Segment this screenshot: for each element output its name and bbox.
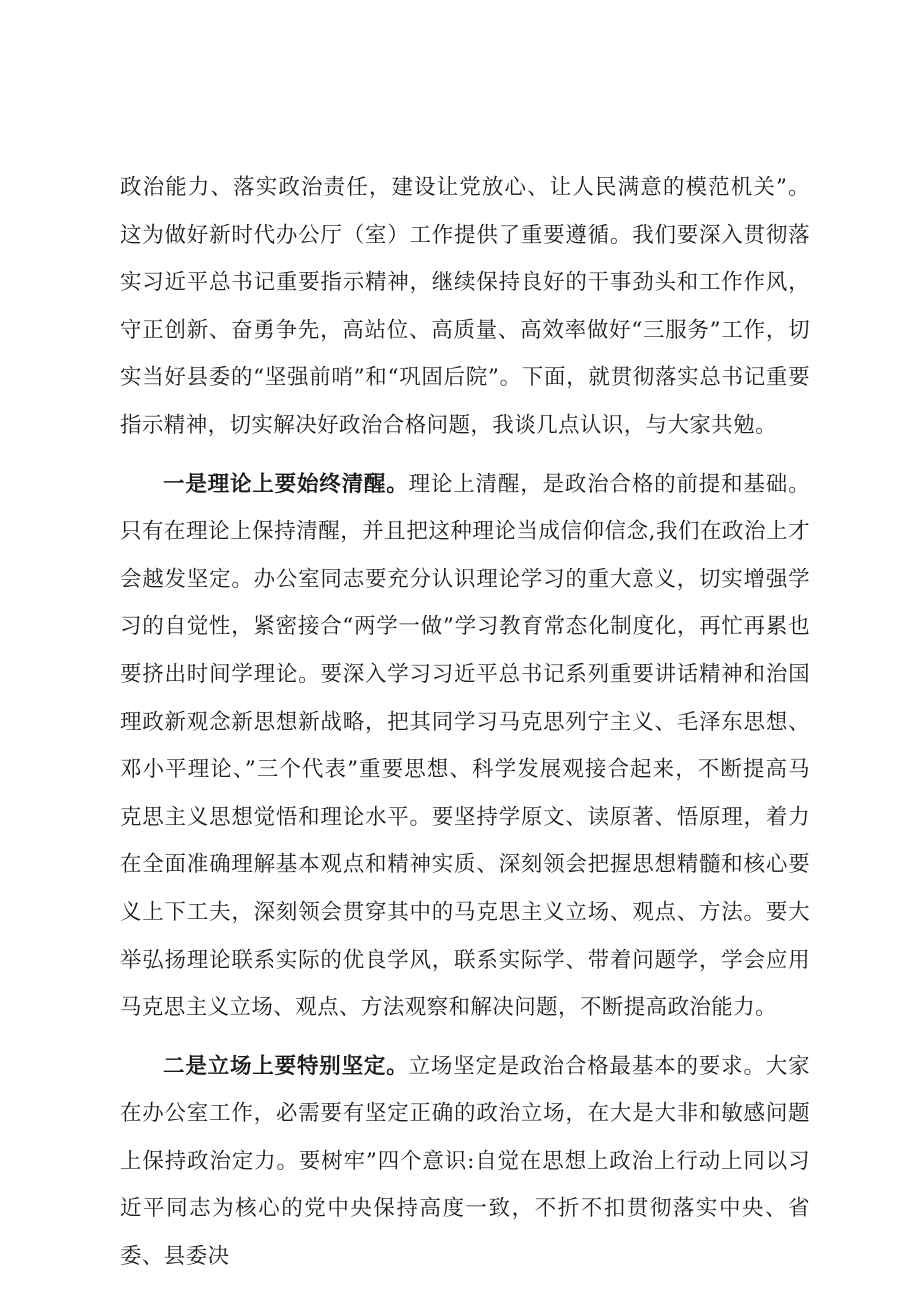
paragraph-stance xyxy=(120,1043,810,1281)
paragraph-theory xyxy=(120,461,810,1032)
paragraph-text: 立场坚定是政治合格最基本的要求。大家在办公室工作，必需要有坚定正确的政治立场，在大是大非和敏感问题上保持政治定力。要树牢”四个意识:自觉在思想上政治上行动上同以习近平同志为核心的党中央保持高度一致，不折不扣贯彻落实中央、省委、县委决 xyxy=(120,1053,810,1270)
document-body xyxy=(120,164,810,1281)
paragraph-intro xyxy=(120,164,810,450)
paragraph-lead: 二是立场上要特别坚定。 xyxy=(163,1053,409,1079)
paragraph-text: 政治能力、落实政治责任，建设让党放心、让人民满意的模范机关”。这为做好新时代办公厅（室）工作提供了重要遵循。我们要深入贯彻落实习近平总书记重要指示精神，继续保持良好的干事劲头和工作作风，守正创新、奋勇争先，高站位、高质量、高效率做好“三服务”工作，切实当好县委的“坚强前哨”和“巩固后院”。下面，就贯彻落实总书记重要指示精神，切实解决好政治合格问题，我谈几点认识，与大家共勉。 xyxy=(120,175,810,438)
paragraph-text: 理论上清醒，是政治合格的前提和基础。只有在理论上保持清醒，并且把这种理论当成信仰信念,我们在政治上才会越发坚定。办公室同志要充分认识理论学习的重大意义，切实增强学习的自觉性，紧密接合“两学一做”学习教育常态化制度化，再忙再累也要挤出时间学理论。要深入学习习近平总书记系列重要讲话精神和治国理政新观念新思想新战略，把其同学习马克思列宁主义、毛泽东思想、邓小平理论、”三个代表”重要思想、科学发展观接合起来，不断提高马克思主义思想觉悟和理论水平。要坚持学原文、读原著、悟原理，着力在全面准确理解基本观点和精神实质、深刻领会把握思想精髓和核心要义上下工夫，深刻领会贯穿其中的马克思主义立场、观点、方法。要大举弘扬理论联系实际的优良学风，联系实际学、带着问题学，学会应用马克思主义立场、观点、方法观察和解决问题，不断提高政治能力。 xyxy=(120,471,810,1021)
paragraph-lead: 一是理论上要始终清醒。 xyxy=(163,471,409,497)
